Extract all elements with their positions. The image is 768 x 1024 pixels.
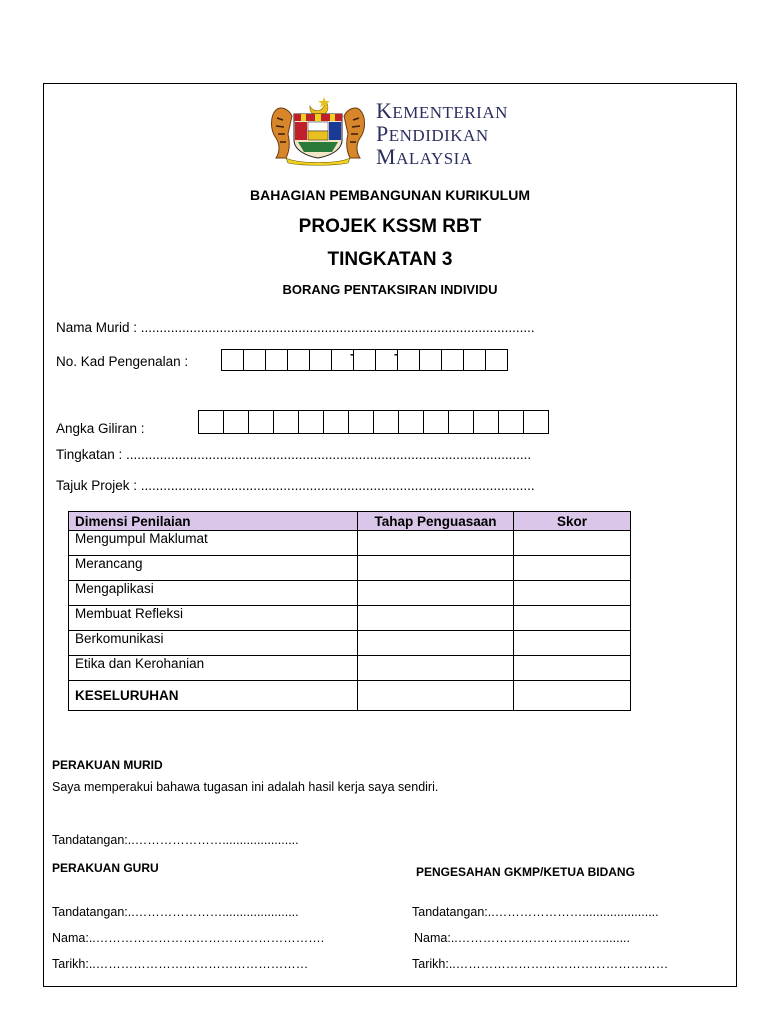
roll-number-boxes[interactable] bbox=[198, 410, 549, 434]
ministry-name-logo: KEMENTERIAN PENDIDIKAN MALAYSIA bbox=[376, 98, 508, 169]
table-row bbox=[69, 556, 631, 581]
dimension-cell: Berkomunikasi bbox=[69, 631, 358, 656]
malaysia-coat-of-arms-logo bbox=[268, 96, 368, 166]
roll-digit-box[interactable] bbox=[423, 410, 449, 434]
ic-separator: - bbox=[394, 347, 398, 361]
mastery-level-cell[interactable] bbox=[358, 631, 514, 656]
ic-digit-box[interactable] bbox=[419, 349, 442, 371]
ic-digit-box[interactable] bbox=[463, 349, 486, 371]
roll-digit-box[interactable] bbox=[298, 410, 324, 434]
roll-number-label: Angka Giliran : bbox=[56, 421, 145, 436]
roll-digit-box[interactable] bbox=[498, 410, 524, 434]
roll-digit-box[interactable] bbox=[248, 410, 274, 434]
ic-digit-box[interactable] bbox=[287, 349, 310, 371]
table-header-row bbox=[69, 512, 631, 531]
level-heading: TINGKATAN 3 bbox=[327, 249, 453, 270]
dimension-cell: Membuat Refleksi bbox=[69, 606, 358, 631]
head-verification-title: PENGESAHAN GKMP/KETUA BIDANG bbox=[416, 865, 635, 879]
total-row bbox=[69, 681, 631, 711]
total-score-cell[interactable] bbox=[514, 681, 631, 711]
assessment-table bbox=[68, 511, 631, 711]
column-header: Skor bbox=[514, 512, 631, 531]
roll-digit-box[interactable] bbox=[473, 410, 499, 434]
roll-digit-box[interactable] bbox=[373, 410, 399, 434]
student-declaration-text: Saya memperakui bahawa tugasan ini adalah hasil kerja saya sendiri. bbox=[52, 780, 439, 794]
student-name-field[interactable]: Nama Murid : ......................................................................................................... bbox=[56, 320, 535, 335]
ic-digit-box[interactable] bbox=[394, 347, 420, 371]
table-row bbox=[69, 606, 631, 631]
roll-digit-box[interactable] bbox=[223, 410, 249, 434]
head-signature-field[interactable]: Tandatangan:..…………………...................... bbox=[412, 905, 659, 919]
ic-digit-box[interactable] bbox=[485, 349, 508, 371]
score-cell[interactable] bbox=[514, 656, 631, 681]
roll-digit-box[interactable] bbox=[523, 410, 549, 434]
mastery-level-cell[interactable] bbox=[358, 556, 514, 581]
ic-number-label: No. Kad Pengenalan : bbox=[56, 354, 189, 369]
roll-digit-box[interactable] bbox=[273, 410, 299, 434]
ic-number-boxes[interactable] bbox=[221, 349, 508, 371]
student-declaration-title: PERAKUAN MURID bbox=[52, 758, 163, 772]
table-row bbox=[69, 581, 631, 606]
teacher-declaration-title: PERAKUAN GURU bbox=[52, 861, 159, 875]
student-signature-field[interactable]: Tandatangan:..…………………...................... bbox=[52, 833, 299, 847]
teacher-date-field[interactable]: Tarikh:..…………………………………………… bbox=[52, 957, 309, 971]
mastery-level-cell[interactable] bbox=[358, 581, 514, 606]
dimension-cell: Merancang bbox=[69, 556, 358, 581]
table-row bbox=[69, 631, 631, 656]
ic-digit-box[interactable] bbox=[309, 349, 332, 371]
roll-digit-box[interactable] bbox=[448, 410, 474, 434]
ic-digit-box[interactable] bbox=[350, 347, 376, 371]
table-row bbox=[69, 531, 631, 556]
ic-digit-box[interactable] bbox=[243, 349, 266, 371]
ic-digit-box[interactable] bbox=[221, 349, 244, 371]
total-label-cell: KESELURUHAN bbox=[69, 681, 358, 711]
roll-digit-box[interactable] bbox=[323, 410, 349, 434]
dimension-cell: Mengumpul Maklumat bbox=[69, 531, 358, 556]
form-title: BORANG PENTAKSIRAN INDIVIDU bbox=[282, 282, 498, 297]
project-title-field[interactable]: Tajuk Projek : ......................................................................................................... bbox=[56, 478, 535, 493]
ic-digit-box[interactable] bbox=[441, 349, 464, 371]
score-cell[interactable] bbox=[514, 556, 631, 581]
ic-digit-box[interactable] bbox=[265, 349, 288, 371]
column-header: Tahap Penguasaan bbox=[358, 512, 514, 531]
teacher-signature-field[interactable]: Tandatangan:..…………………...................... bbox=[52, 905, 299, 919]
total-mastery-cell[interactable] bbox=[358, 681, 514, 711]
head-name-field[interactable]: Nama:..………………………..……........ bbox=[414, 931, 630, 945]
dimension-cell: Mengaplikasi bbox=[69, 581, 358, 606]
dimension-cell: Etika dan Kerohanian bbox=[69, 656, 358, 681]
project-heading: PROJEK KSSM RBT bbox=[298, 216, 482, 237]
head-date-field[interactable]: Tarikh:..…………………………………………… bbox=[412, 957, 669, 971]
form-level-field[interactable]: Tingkatan : ............................................................................................................ bbox=[56, 447, 532, 462]
teacher-name-field[interactable]: Nama:..………………………………………………. bbox=[52, 931, 325, 945]
column-header: Dimensi Penilaian bbox=[69, 512, 358, 531]
ic-separator: - bbox=[350, 347, 354, 361]
mastery-level-cell[interactable] bbox=[358, 531, 514, 556]
department-heading: BAHAGIAN PEMBANGUNAN KURIKULUM bbox=[250, 187, 530, 203]
score-cell[interactable] bbox=[514, 606, 631, 631]
roll-digit-box[interactable] bbox=[398, 410, 424, 434]
roll-digit-box[interactable] bbox=[348, 410, 374, 434]
mastery-level-cell[interactable] bbox=[358, 656, 514, 681]
score-cell[interactable] bbox=[514, 531, 631, 556]
score-cell[interactable] bbox=[514, 581, 631, 606]
mastery-level-cell[interactable] bbox=[358, 606, 514, 631]
table-row bbox=[69, 656, 631, 681]
roll-digit-box[interactable] bbox=[198, 410, 224, 434]
score-cell[interactable] bbox=[514, 631, 631, 656]
